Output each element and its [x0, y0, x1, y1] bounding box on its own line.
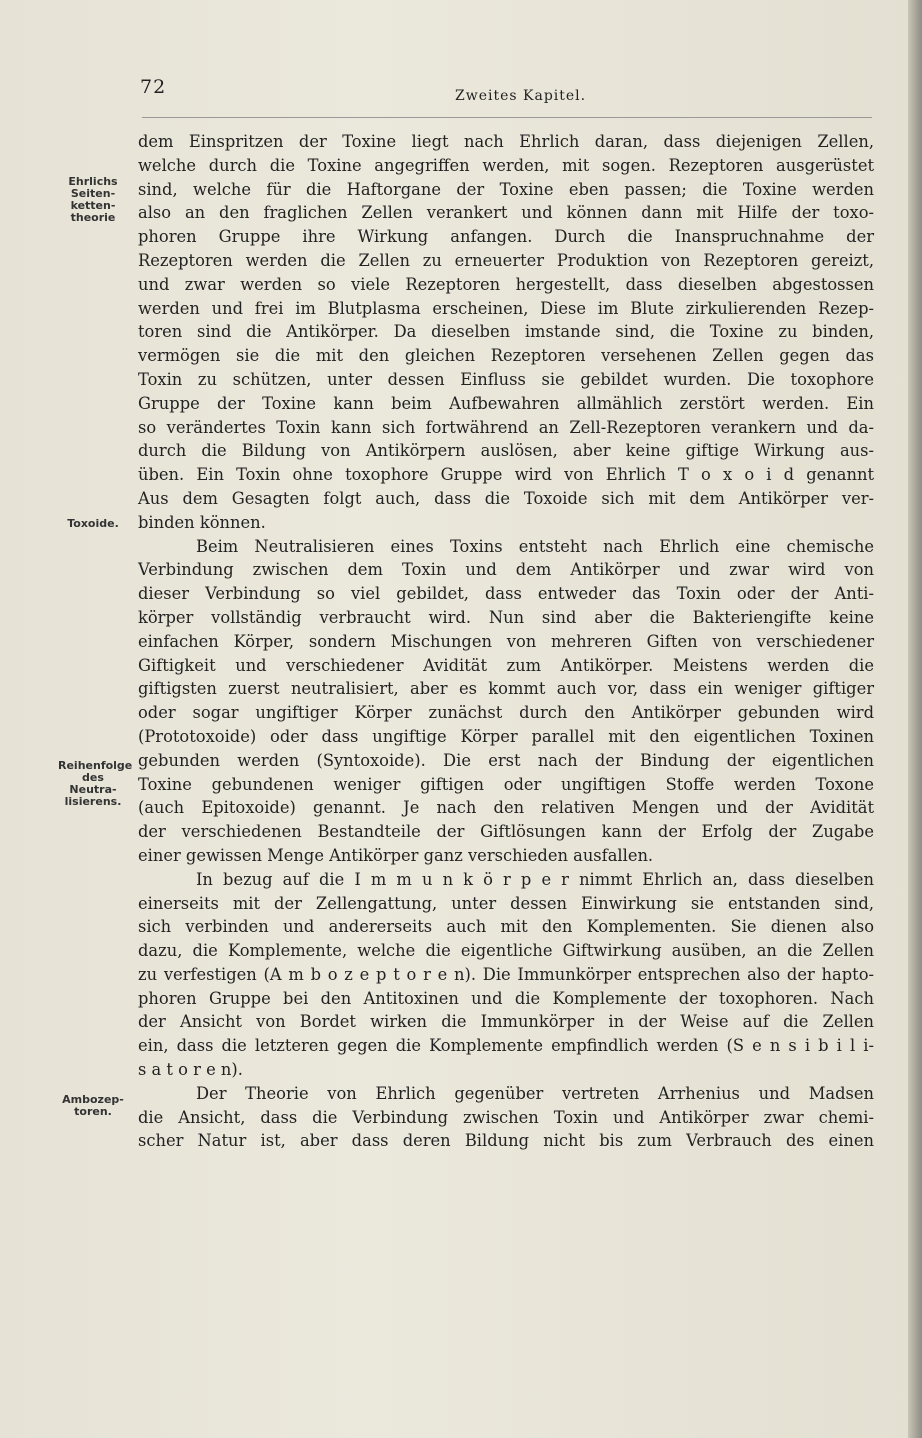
- text-line: Der Theorie von Ehrlich gegenüber vertreten Arrhenius und Madsen: [196, 1083, 874, 1103]
- text-line: giftigsten zuerst neutralisiert, aber es kommt auch vor, dass ein weniger giftiger: [138, 679, 874, 699]
- text-line: Gruppe der Toxine kann beim Aufbewahren allmählich zerstört werden. Ein: [138, 393, 874, 413]
- text-line: einfachen Körper, sondern Mischungen von mehreren Giften von verschiedener: [138, 631, 874, 651]
- text-line: körper vollständig verbraucht wird. Nun sind aber die Bakteriengifte keine: [138, 607, 874, 627]
- text-line: sind, welche für die Haftorgane der Toxine eben passen; die Toxine werden: [138, 179, 874, 199]
- text-line: zu verfestigen (A m b o z e p t o r e n). Die Immunkörper entsprechen also der hapto-: [138, 964, 874, 984]
- text-line: welche durch die Toxine angegriffen werden, mit sogen. Rezeptoren ausgerüstet: [138, 155, 874, 175]
- header-rule: [142, 117, 872, 118]
- text-line: sich verbinden und andererseits auch mit den Komplementen. Sie dienen also: [138, 917, 874, 937]
- text-line: Giftigkeit und verschiedener Avidität zum Antikörper. Meistens werden die: [138, 655, 874, 675]
- text-line: üben. Ein Toxin ohne toxophore Gruppe wird von Ehrlich T o x o i d genannt: [138, 465, 874, 485]
- margin-note-reihenfolge: Reihenfolge des Neutra-lisierens.: [58, 759, 133, 808]
- text-line: Toxin zu schützen, unter dessen Einfluss sie gebildet wurden. Die toxophore: [138, 369, 874, 389]
- text-line: oder sogar ungiftiger Körper zunächst durch den Antikörper gebunden wird: [138, 703, 874, 723]
- text-line: dazu, die Komplemente, welche die eigentliche Giftwirkung ausüben, an die Zellen: [138, 941, 874, 961]
- text-line: Aus dem Gesagten folgt auch, dass die Toxoide sich mit dem Antikörper ver-: [138, 488, 874, 508]
- text-line: ein, dass die letzteren gegen die Komplemente empfindlich werden (S e n s i b i l i-: [138, 1036, 874, 1056]
- text-line: s a t o r e n).: [138, 1060, 243, 1080]
- body-text: [138, 130, 874, 1153]
- text-line: toren sind die Antikörper. Da dieselben imstande sind, die Toxine zu binden,: [138, 322, 874, 342]
- text-line: Rezeptoren werden die Zellen zu erneuerter Produktion von Rezeptoren gereizt,: [138, 250, 874, 270]
- text-line: die Ansicht, dass die Verbindung zwischen Toxin und Antikörper zwar chemi-: [138, 1107, 874, 1127]
- text-line: also an den fraglichen Zellen verankert und können dann mit Hilfe der toxo-: [138, 203, 874, 223]
- text-line: In bezug auf die I m m u n k ö r p e r nimmt Ehrlich an, dass dieselben: [196, 869, 874, 889]
- margin-note-toxoide: Toxoide.: [67, 517, 119, 530]
- text-line: Toxine gebundenen weniger giftigen oder ungiftigen Stoffe werden Toxone: [138, 774, 874, 794]
- text-line: der Ansicht von Bordet wirken die Immunkörper in der Weise auf die Zellen: [138, 1012, 874, 1032]
- page-number: 72: [140, 76, 167, 98]
- text-line: einerseits mit der Zellengattung, unter dessen Einwirkung sie entstanden sind,: [138, 893, 874, 913]
- text-line: und zwar werden so viele Rezeptoren hergestellt, dass dieselben abgestossen: [138, 274, 874, 294]
- text-line: phoren Gruppe ihre Wirkung anfangen. Durch die Inanspruchnahme der: [138, 227, 874, 247]
- text-line: durch die Bildung von Antikörpern auslösen, aber keine giftige Wirkung aus-: [138, 441, 874, 461]
- text-line: so verändertes Toxin kann sich fortwährend an Zell-Rezeptoren verankern und da-: [138, 417, 874, 437]
- text-line: Beim Neutralisieren eines Toxins entsteht nach Ehrlich eine chemische: [196, 536, 874, 556]
- text-line: (auch Epitoxoide) genannt. Je nach den relativen Mengen und der Avidität: [138, 798, 874, 818]
- text-line: phoren Gruppe bei den Antitoxinen und die Komplemente der toxophoren. Nach: [138, 988, 874, 1008]
- text-line: (Prototoxoide) oder dass ungiftige Körper parallel mit den eigentlichen Toxinen: [138, 726, 874, 746]
- page-edge: [908, 0, 922, 1438]
- text-line: binden können.: [138, 512, 266, 532]
- margin-note-seitenkettentheorie: Ehrlichs Seiten-ketten-theorie: [68, 175, 118, 224]
- text-line: scher Natur ist, aber dass deren Bildung nicht bis zum Verbrauch des einen: [138, 1131, 874, 1151]
- text-line: Verbindung zwischen dem Toxin und dem Antikörper und zwar wird von: [138, 560, 874, 580]
- running-head: Zweites Kapitel.: [455, 88, 587, 104]
- text-line: werden und frei im Blutplasma erscheinen, Diese im Blute zirkulierenden Rezep-: [138, 298, 874, 318]
- text-line: dem Einspritzen der Toxine liegt nach Ehrlich daran, dass diejenigen Zellen,: [138, 132, 874, 151]
- text-line: einer gewissen Menge Antikörper ganz verschieden ausfallen.: [138, 845, 654, 865]
- margin-note-ambozeptoren: Ambozep-toren.: [62, 1093, 124, 1118]
- text-line: dieser Verbindung so viel gebildet, dass entweder das Toxin oder der Anti-: [138, 584, 874, 604]
- text-line: der verschiedenen Bestandteile der Giftlösungen kann der Erfolg der Zugabe: [138, 822, 874, 842]
- text-line: vermögen sie die mit den gleichen Rezeptoren versehenen Zellen gegen das: [138, 346, 874, 366]
- text-line: gebunden werden (Syntoxoide). Die erst nach der Bindung der eigentlichen: [138, 750, 874, 770]
